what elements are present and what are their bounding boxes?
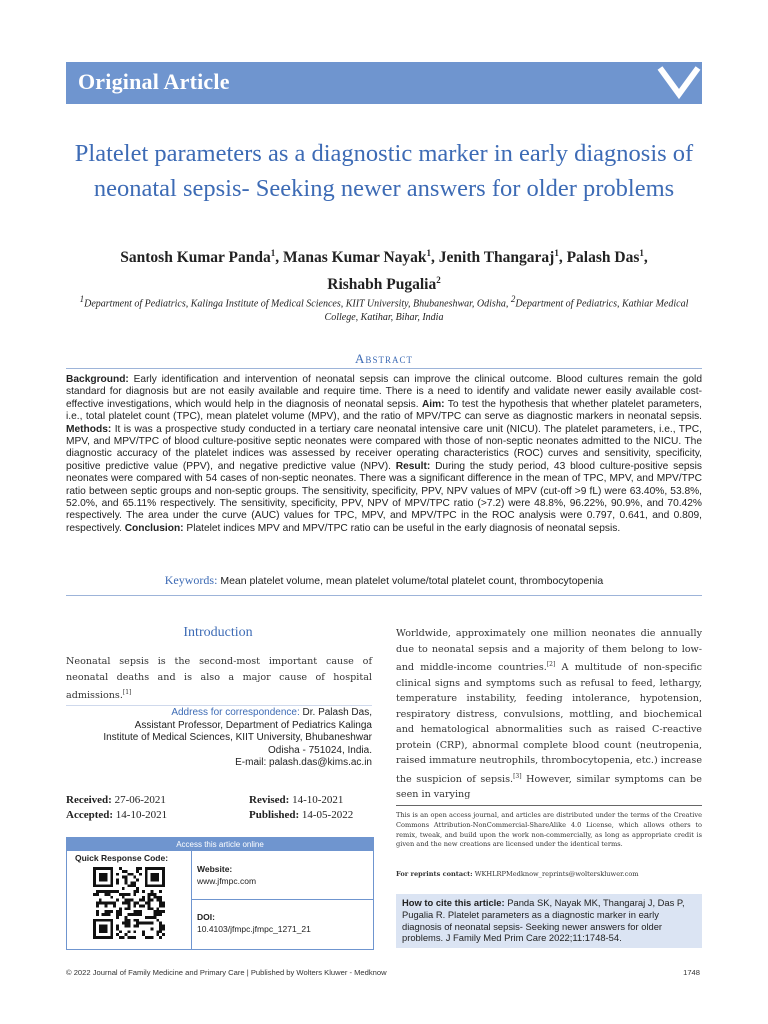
abstract-body: Background: Early identification and intervention of neonatal sepsis can improve the clinical outcome. Blood cultures remain the gold standard for diagnosis but are not easily available and require time. There is a need to identify and validate newer easily available cost-effective investigations, which would help in the diagnosis of neonatal sepsis. Aim: To test the hypothesis that whether platelet parameters, i.e., total platelet count (TPC), mean platelet volume (MPV), and the ratio of MPV/TPC can serve as diagnostic markers in neonatal sepsis. Methods: It is was a prospective study conducted in a tertiary care neonatal intensive care unit (NICU). The platelet parameters, i.e., TPC, MPV, and MPV/TPC of blood culture-positive septic neonates were compared with those of non-septic neonates admitted to the NICU. The diagnostic accuracy of the platelet indices was assessed by receiver operating characteristics (ROC) curves and sensitivity, specificity, positive predictive value (PPV), and negative predictive value (NPV). Result: During the study period, 43 blood culture-positive sepsis neonates were compared with 54 cases of non-septic neonates. There was a significant difference in the mean of TPC, MPV, and MPV/TPC ratio between septic groups and non-septic groups. The sensitivity, specificity, PPV, NPV values of MPV (cut-off >9 fL) were 63.40%, 53.8%, 52.0%, and 65.11% respectively. The sensitivity, specificity, PPV, NPV of MPV/TPC ratio (>7.2) were 48.8%, 96.22%, 90.9%, and 70.42% respectively. The area under the curve (AUC) values for TPC, MPV, and MPV/TPC in the ROC analysis were 0.797, 0.641, and 0.809, respectively. Conclusion: Platelet indices MPV and MPV/TPC ratio can be useful in the early diagnosis of neonatal sepsis. — [66, 374, 702, 534]
website-label: Website: — [197, 864, 233, 874]
divider — [191, 851, 192, 950]
access-heading: Access this article online — [67, 838, 373, 851]
article-type-label: Original Article — [78, 69, 230, 94]
keywords-label: Keywords: — [164, 573, 218, 587]
how-to-cite-box: How to cite this article: Panda SK, Nayak MK, Thangaraj J, Das P, Pugalia R. Platelet parameters as a diagnostic marker in early diagnosis of neonatal sepsis- Seeking newer answers for older problems. J Family Med Prim Care 2022;11:1748-54. — [396, 894, 702, 948]
reprints-contact: For reprints contact: WKHLRPMedknow_reprints@wolterskluwer.com — [396, 870, 639, 878]
author: Palash Das$^1$, — [566, 248, 648, 267]
citation-ref[interactable]: [1] — [122, 689, 132, 696]
qr-label: Quick Response Code: — [75, 853, 169, 863]
correspondence-address: Address for correspondence: Dr. Palash Das, Assistant Professor, Department of Pediatrics Kalinga Institute of Medical Sciences, KIIT University, Bhubaneshwar Odisha - 751024, India. E-mail: palash.das@kims.ac.in — [66, 704, 372, 770]
keywords — [66, 573, 702, 588]
divider — [66, 368, 702, 369]
chevron-down-icon — [656, 62, 702, 104]
footer-copyright: © 2022 Journal of Family Medicine and Primary Care | Published by Wolters Kluwer - Medknow — [66, 968, 387, 977]
introduction-heading: Introduction — [183, 625, 253, 640]
article-type-banner — [66, 62, 702, 104]
doi-label: DOI: — [197, 912, 215, 922]
body-paragraph: Worldwide, approximately one million neonates die annually due to neonatal sepsis and a majority of them belong to low- and middle-income countries.[2] A multitude of non-specific clinical signs and symptoms such as refusal to feed, lethargy, temperature instability, feeding intolerance, hypotension, respiratory distress, convulsions, mottling, and biochemical and hematological abnormalities such as raised C-reactive protein (CRP), abnormal complete blood count (neutropenia, raised immature neutrophils, thrombocytopenia, etc.) increase the suspicion of sepsis.[3] However, similar symptoms can be seen in varying — [396, 628, 702, 801]
qr-code-icon[interactable] — [93, 867, 165, 939]
license-notice: This is an open access journal, and articles are distributed under the terms of the Creative Commons Attribution-NonCommercial-ShareAlike 4.0 License, which allows others to remix, tweak, and build upon the work non-commercially, as long as appropriate credit is given and the new creations are licensed under the identical terms. — [396, 811, 702, 849]
doi-link[interactable]: 10.4103/jfmpc.jfmpc_1271_21 — [197, 924, 311, 934]
author: Santosh Kumar Panda$^1$, — [120, 248, 283, 267]
correspondence-label: Address for correspondence: — [171, 707, 300, 718]
author: Jenith Thangaraj$^1$, — [438, 248, 567, 267]
access-online-box — [66, 837, 374, 950]
article-dates: Received: 27-06-2021 Revised: 14-10-2021 Accepted: 14-10-2021 Published: 14-05-2022 — [66, 794, 354, 821]
citation-ref[interactable]: [2] — [546, 661, 556, 668]
divider — [66, 595, 702, 596]
keywords-text: Mean platelet volume, mean platelet volume/total platelet count, thrombocytopenia — [217, 575, 604, 587]
author: Manas Kumar Nayak$^1$, — [282, 248, 439, 267]
author-list — [66, 242, 702, 296]
page-number: 1748 — [683, 968, 700, 977]
abstract-heading: Abstract — [355, 351, 413, 366]
author: Rishabh Pugalia$^2$ — [327, 275, 441, 294]
website-link[interactable]: www.jfmpc.com — [197, 876, 257, 886]
divider — [396, 805, 702, 806]
email-address[interactable]: E-mail: palash.das@kims.ac.in — [235, 757, 372, 769]
citation-ref[interactable]: [3] — [513, 772, 522, 780]
introduction-paragraph: Neonatal sepsis is the second-most important cause of neonatal deaths and is also a major cause of hospital admissions.[1] — [66, 656, 372, 702]
affiliations: $^1$Department of Pediatrics, Kalinga Institute of Medical Sciences, KIIT University, Bhubaneshwar, Odisha, $^2$Department of Pediatrics, Kathiar Medical College, Katihar, Bihar, India — [79, 294, 689, 323]
article-title: Platelet parameters as a diagnostic marker in early diagnosis of neonatal sepsis- Seeking newer answers for older problems — [74, 140, 694, 202]
divider — [191, 899, 373, 900]
